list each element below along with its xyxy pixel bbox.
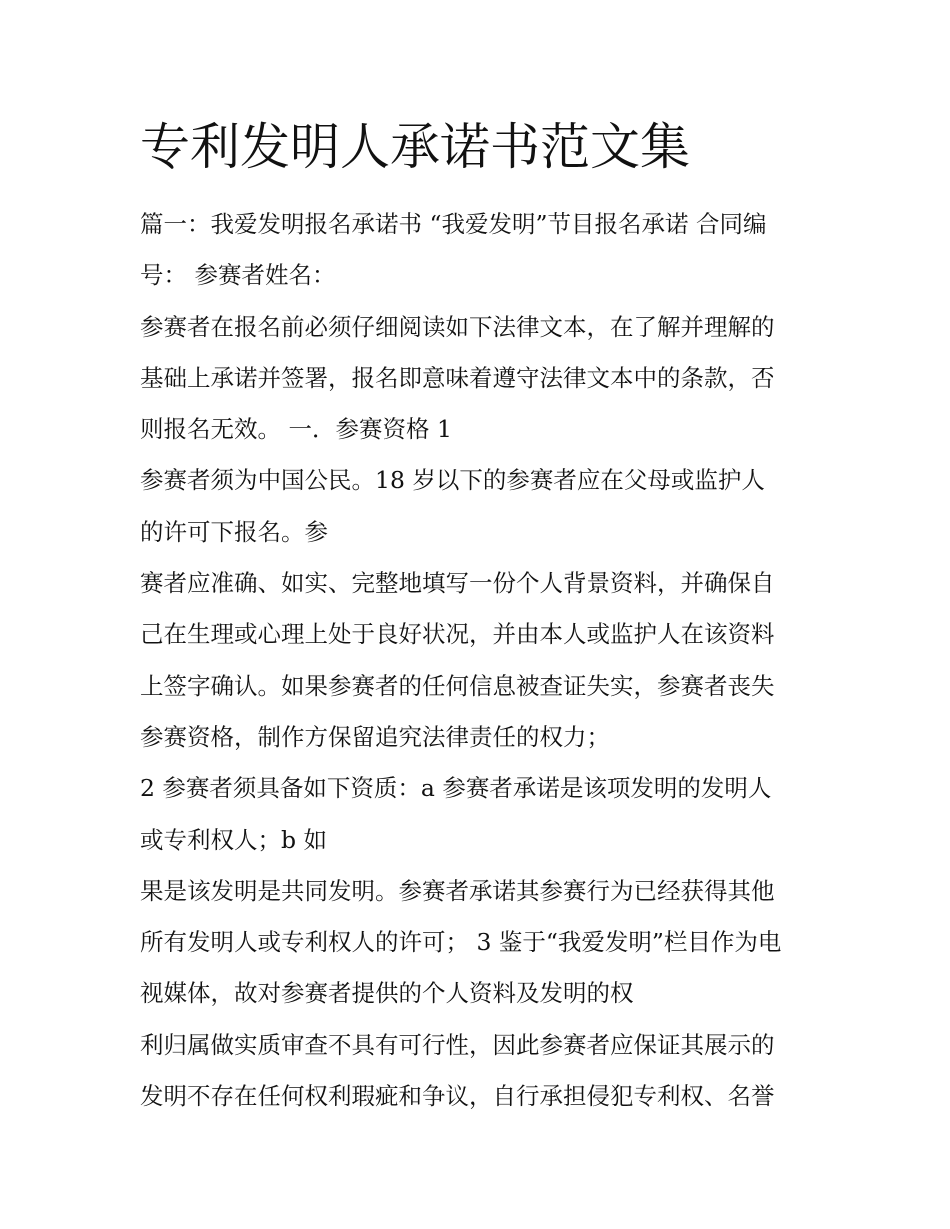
text-line: 的许可下报名。参 <box>140 517 328 546</box>
text-line: 上签字确认。如果参赛者的任何信息被查证失实，参赛者丧失 <box>140 671 775 700</box>
text-line: 参赛者须为中国公民。18 岁以下的参赛者应在父母或监护人 <box>140 466 765 495</box>
text-line: 基础上承诺并签署，报名即意味着遵守法律文本中的条款，否 <box>140 363 775 392</box>
text-line: 篇一：我爱发明报名承诺书 “我爱发明”节目报名承诺 合同编 <box>140 210 767 238</box>
text-line: 则报名无效。 一．参赛资格 1 <box>140 415 452 444</box>
text-line: 所有发明人或专利权人的许可； 3 鉴于“我爱发明”栏目作为电 <box>140 928 782 957</box>
text-line: 利归属做实质审查不具有可行性，因此参赛者应保证其展示的 <box>140 1030 775 1059</box>
text-line: 号： 参赛者姓名： <box>140 261 336 290</box>
document-body <box>140 199 830 1122</box>
text-line: 果是该发明是共同发明。参赛者承诺其参赛行为已经获得其他 <box>140 876 775 905</box>
text-line: 发明不存在任何权利瑕疵和争议，自行承担侵犯专利权、名誉 <box>140 1082 775 1111</box>
text-line: 参赛者在报名前必须仔细阅读如下法律文本，在了解并理解的 <box>140 312 775 341</box>
document-title: 专利发明人承诺书范文集 <box>140 118 690 176</box>
text-line: 己在生理或心理上处于良好状况，并由本人或监护人在该资料 <box>140 620 775 649</box>
text-line: 或专利权人；b 如 <box>140 825 328 854</box>
text-line: 2 参赛者须具备如下资质：a 参赛者承诺是该项发明的发明人 <box>140 774 772 803</box>
text-line: 视媒体，故对参赛者提供的个人资料及发明的权 <box>140 979 634 1008</box>
text-line: 赛者应准确、如实、完整地填写一份个人背景资料，并确保自 <box>140 569 775 598</box>
text-line: 参赛资格，制作方保留追究法律责任的权力； <box>140 722 610 751</box>
